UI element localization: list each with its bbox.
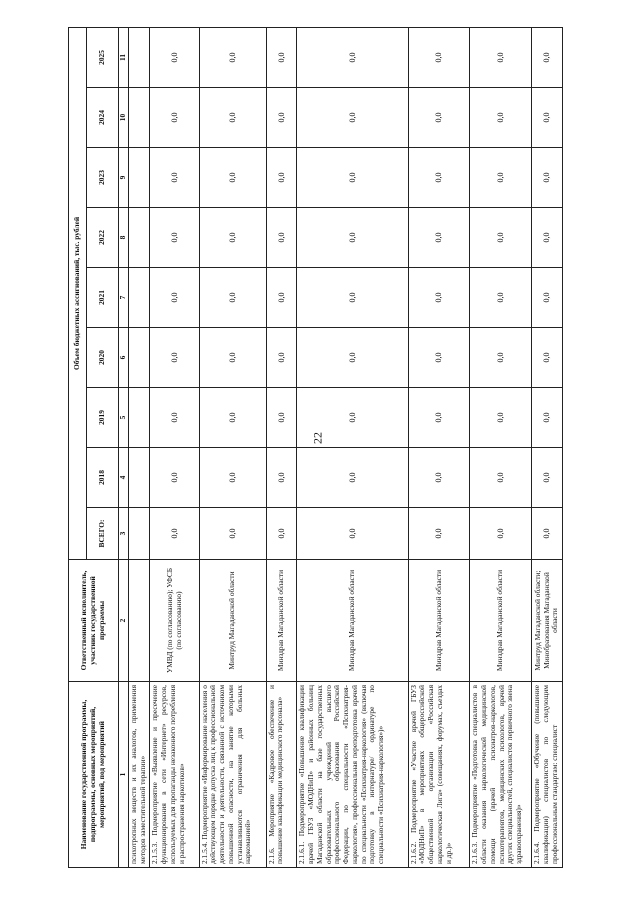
- header-year: 2023: [87, 148, 119, 208]
- row-year-value: 0,0: [266, 328, 297, 388]
- row-name: 2.1.6.3. Подмероприятие «Подготовка специалистов в области оказания наркологической медицинской помощи (врачей психиатров-наркологов, психотерапевтов, медицинских психологов, врачей других специальностей, специалистов первичного звена здравоохранения)»: [470, 682, 532, 868]
- header-year: 2024: [87, 88, 119, 148]
- column-index: 6: [119, 328, 129, 388]
- row-year-value: 0,0: [532, 388, 563, 448]
- rotated-page-content: [68, 28, 563, 868]
- row-year-value: 0,0: [408, 448, 470, 508]
- row-year-value: [129, 27, 150, 87]
- row-year-value: 0,0: [470, 208, 532, 268]
- row-year-value: 0,0: [266, 148, 297, 208]
- column-index: 7: [119, 268, 129, 328]
- table-row: [129, 27, 150, 867]
- row-responsible: Минтруд Магаданской области; Минобразования Магаданской области: [532, 560, 563, 682]
- row-responsible: Минздрав Магаданской области: [297, 560, 408, 682]
- row-year-value: 0,0: [297, 88, 408, 148]
- row-year-value: 0,0: [408, 148, 470, 208]
- row-year-value: 0,0: [266, 88, 297, 148]
- page-number: 22: [310, 432, 325, 444]
- row-name: 2.1.6.4. Подмероприятие «Обучение (повышение квалификации) специалистов по следующим профессиональным стандартам: специалист: [532, 682, 563, 868]
- column-index: 1: [119, 682, 129, 868]
- row-year-value: [129, 388, 150, 448]
- column-index: 3: [119, 508, 129, 560]
- row-year-value: 0,0: [199, 388, 266, 448]
- row-total-value: 0,0: [199, 508, 266, 560]
- row-year-value: 0,0: [532, 328, 563, 388]
- row-year-value: 0,0: [532, 88, 563, 148]
- row-responsible: УМВД (по согласованию); УФСБ (по согласованию): [150, 560, 199, 682]
- row-year-value: 0,0: [199, 268, 266, 328]
- row-total-value: 0,0: [408, 508, 470, 560]
- column-index: 11: [119, 27, 129, 87]
- row-name: 2.1.6.2. Подмероприятие «Участие врачей ГБУЗ «МОДНиП» в мероприятиях общероссийской общественной организации «Российская наркологическая Лига» (совещаниях, форумах, съездах и др.)»: [408, 682, 470, 868]
- header-total: ВСЕГО:: [87, 508, 119, 560]
- row-responsible: Минтруд Магаданской области: [199, 560, 266, 682]
- table-row: [408, 27, 470, 867]
- table-row: [470, 27, 532, 867]
- table-row: [199, 27, 266, 867]
- row-year-value: 0,0: [297, 208, 408, 268]
- row-year-value: 0,0: [297, 27, 408, 87]
- row-year-value: 0,0: [199, 208, 266, 268]
- row-year-value: 0,0: [470, 268, 532, 328]
- row-total-value: 0,0: [150, 508, 199, 560]
- row-year-value: 0,0: [408, 388, 470, 448]
- row-year-value: 0,0: [297, 328, 408, 388]
- column-index: 8: [119, 208, 129, 268]
- row-year-value: 0,0: [532, 148, 563, 208]
- column-index: 2: [119, 560, 129, 682]
- row-year-value: 0,0: [470, 88, 532, 148]
- row-year-value: 0,0: [150, 448, 199, 508]
- row-total-value: 0,0: [470, 508, 532, 560]
- header-name: Наименование государственной программы, подпрограммы, основных мероприятий, мероприятий, под мероприятий: [69, 682, 119, 868]
- row-year-value: 0,0: [199, 328, 266, 388]
- row-year-value: [129, 208, 150, 268]
- row-name: 2.1.5.4. Подмероприятие «Информирование населения о действующем порядке допуска лиц к профессиональной деятельности и деятельности, связанной с источником повышенной опасности, на занятие которыми устанавливаются ограничения для больных наркоманией»: [199, 682, 266, 868]
- row-year-value: 0,0: [199, 448, 266, 508]
- row-total-value: 0,0: [297, 508, 408, 560]
- row-year-value: 0,0: [150, 208, 199, 268]
- row-year-value: 0,0: [150, 27, 199, 87]
- row-year-value: 0,0: [297, 148, 408, 208]
- row-responsible: Минздрав Магаданской области: [470, 560, 532, 682]
- row-year-value: 0,0: [199, 27, 266, 87]
- row-year-value: 0,0: [408, 268, 470, 328]
- row-year-value: 0,0: [266, 208, 297, 268]
- row-name: 2.1.6.1. Подмероприятие «Повышение квалификации врачей ГБУЗ «МОДНиП» и районных больниц Магаданской области на базе государственных образовательных учреждений высшего профессионального образования Российской Федерации, по специальности «Психиатрия-наркология», профессиональная переподготовка врачей по специальности «Психиатрия-наркология» (включая подготовку в интернатуре/ ординатуре по специальности «Психиатрия-наркология»)»: [297, 682, 408, 868]
- row-year-value: 0,0: [266, 448, 297, 508]
- row-responsible: Минздрав Магаданской области: [266, 560, 297, 682]
- row-name: 2.1.6. Мероприятие «Кадровое обеспечение и повышение квалификации медицинского персонала»: [266, 682, 297, 868]
- table-row: [297, 27, 408, 867]
- row-total-value: 0,0: [266, 508, 297, 560]
- row-year-value: 0,0: [266, 388, 297, 448]
- row-year-value: 0,0: [297, 388, 408, 448]
- row-responsible: Минздрав Магаданской области: [408, 560, 470, 682]
- row-year-value: 0,0: [470, 328, 532, 388]
- column-index: 5: [119, 388, 129, 448]
- header-responsible: Ответственный исполнитель, участник государственной программы: [69, 560, 119, 682]
- column-index: 10: [119, 88, 129, 148]
- row-year-value: [129, 268, 150, 328]
- column-index: 9: [119, 148, 129, 208]
- row-year-value: 0,0: [532, 448, 563, 508]
- row-year-value: [129, 448, 150, 508]
- header-year: 2022: [87, 208, 119, 268]
- table-row: [150, 27, 199, 867]
- column-index: 4: [119, 448, 129, 508]
- header-year: 2020: [87, 328, 119, 388]
- row-year-value: [129, 88, 150, 148]
- row-year-value: 0,0: [199, 148, 266, 208]
- row-year-value: 0,0: [266, 27, 297, 87]
- row-year-value: 0,0: [150, 388, 199, 448]
- row-year-value: 0,0: [532, 208, 563, 268]
- row-year-value: [129, 148, 150, 208]
- row-year-value: 0,0: [150, 88, 199, 148]
- row-year-value: 0,0: [408, 208, 470, 268]
- row-year-value: 0,0: [199, 88, 266, 148]
- row-year-value: 0,0: [532, 268, 563, 328]
- row-year-value: 0,0: [297, 268, 408, 328]
- row-year-value: 0,0: [470, 448, 532, 508]
- row-year-value: 0,0: [470, 148, 532, 208]
- column-index-row: [119, 27, 129, 867]
- row-year-value: [129, 328, 150, 388]
- row-year-value: 0,0: [266, 268, 297, 328]
- row-year-value: 0,0: [150, 268, 199, 328]
- header-year: 2025: [87, 27, 119, 87]
- row-total-value: 0,0: [532, 508, 563, 560]
- row-year-value: 0,0: [470, 388, 532, 448]
- row-responsible: [129, 560, 150, 682]
- row-year-value: 0,0: [408, 88, 470, 148]
- row-total-value: [129, 508, 150, 560]
- row-name: психотропных веществ и их аналогов, применения методов заместительной терапии»: [129, 682, 150, 868]
- row-year-value: 0,0: [532, 27, 563, 87]
- budget-table: [68, 27, 563, 868]
- table-row: [532, 27, 563, 867]
- header-year: 2019: [87, 388, 119, 448]
- header-year: 2018: [87, 448, 119, 508]
- header-year: 2021: [87, 268, 119, 328]
- row-year-value: 0,0: [470, 27, 532, 87]
- row-year-value: 0,0: [150, 148, 199, 208]
- row-year-value: 0,0: [150, 328, 199, 388]
- table-row: [266, 27, 297, 867]
- row-year-value: 0,0: [408, 328, 470, 388]
- row-name: 2.1.5.3. Подмероприятие «Выявление и пресечение функционирования в сети «Интернет» ресурсов, используемых для пропаганды незаконного потребления и распространения наркотиков»: [150, 682, 199, 868]
- row-year-value: 0,0: [297, 448, 408, 508]
- row-year-value: 0,0: [408, 27, 470, 87]
- header-budget: Объем бюджетных ассигнований, тыс. рублей: [69, 27, 87, 559]
